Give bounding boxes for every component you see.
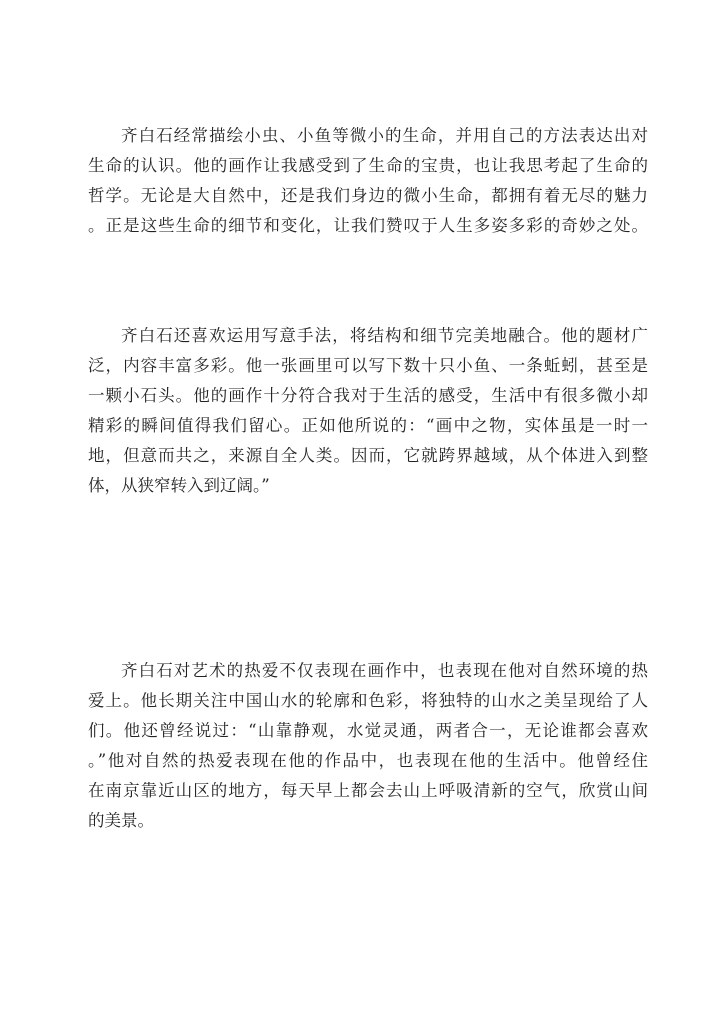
paragraph-line: 哲学。无论是大自然中，还是我们身边的微小生命，都拥有着无尽的魅力 bbox=[88, 186, 648, 205]
paragraph-line: 的美景。 bbox=[88, 811, 154, 830]
paragraph-1 bbox=[88, 121, 648, 241]
paragraph-line: 一颗小石头。他的画作十分符合我对于生活的感受，生活中有很多微小却 bbox=[88, 386, 648, 405]
paragraph-line: 体，从狭窄转入到辽阔。” bbox=[88, 476, 270, 495]
paragraph-line: 在南京靠近山区的地方，每天早上都会去山上呼吸清新的空气，欣赏山间 bbox=[88, 781, 648, 800]
paragraph-line: 齐白石还喜欢运用写意手法，将结构和细节完美地融合。他的题材广 bbox=[121, 326, 648, 345]
paragraph-line: 泛，内容丰富多彩。他一张画里可以写下数十只小鱼、一条蚯蚓，甚至是 bbox=[88, 356, 648, 375]
paragraph-line: 。”他对自然的热爱表现在他的作品中，也表现在他的生活中。他曾经住 bbox=[88, 751, 648, 770]
paragraph-line: 爱上。他长期关注中国山水的轮廓和色彩，将独特的山水之美呈现给了人 bbox=[88, 691, 648, 710]
paragraph-line: 精彩的瞬间值得我们留心。正如他所说的：“画中之物，实体虽是一时一 bbox=[88, 416, 648, 435]
paragraph-line: 。正是这些生命的细节和变化，让我们赞叹于人生多姿多彩的奇妙之处。 bbox=[88, 216, 648, 235]
paragraph-3 bbox=[88, 656, 648, 836]
paragraph-line: 们。他还曾经说过：“山靠静观，水觉灵通，两者合一，无论谁都会喜欢 bbox=[88, 721, 648, 740]
paragraph-line: 地，但意而共之，来源自全人类。因而，它就跨界越域，从个体进入到整 bbox=[88, 446, 648, 465]
paragraph-line: 齐白石经常描绘小虫、小鱼等微小的生命，并用自己的方法表达出对 bbox=[121, 126, 648, 145]
paragraph-line: 生命的认识。他的画作让我感受到了生命的宝贵，也让我思考起了生命的 bbox=[88, 156, 648, 175]
paragraph-2 bbox=[88, 321, 648, 501]
paragraph-line: 齐白石对艺术的热爱不仅表现在画作中，也表现在他对自然环境的热 bbox=[121, 661, 648, 680]
